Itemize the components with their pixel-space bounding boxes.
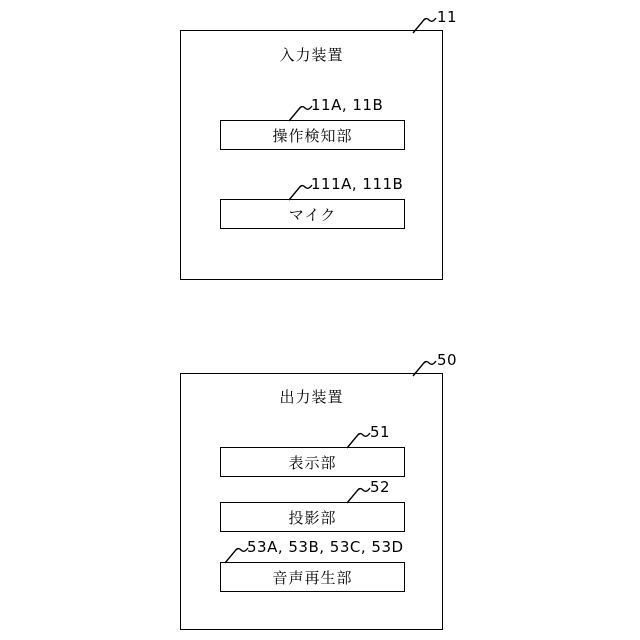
block-output-device-title: 出力装置 (279, 388, 344, 406)
reference-numeral-53a-53d: 53A, 53B, 53C, 53D (247, 538, 404, 556)
reference-numeral-51: 51 (370, 423, 391, 441)
leader-squiggle-52 (346, 486, 372, 504)
leader-squiggle-51 (346, 431, 372, 449)
block-projection-unit (220, 502, 405, 532)
block-display-unit-label: 表示部 (288, 453, 337, 472)
reference-numeral-111a-111b: 111A, 111B (311, 175, 404, 193)
block-operation-detector-label: 操作検知部 (272, 126, 353, 145)
reference-numeral-50: 50 (437, 351, 458, 369)
block-audio-playback-unit-label: 音声再生部 (272, 568, 353, 587)
block-microphone-label: マイク (288, 205, 337, 224)
block-operation-detector (220, 120, 405, 150)
leader-squiggle-50 (412, 359, 438, 377)
block-audio-playback-unit (220, 562, 405, 592)
block-input-device (180, 30, 443, 280)
reference-numeral-52: 52 (370, 478, 391, 496)
reference-numeral-11: 11 (437, 8, 458, 26)
leader-squiggle-11 (412, 16, 438, 34)
block-microphone (220, 199, 405, 229)
block-projection-unit-label: 投影部 (288, 508, 337, 527)
reference-numeral-11a-11b: 11A, 11B (311, 96, 384, 114)
block-input-device-title: 入力装置 (279, 46, 344, 64)
block-display-unit (220, 447, 405, 477)
